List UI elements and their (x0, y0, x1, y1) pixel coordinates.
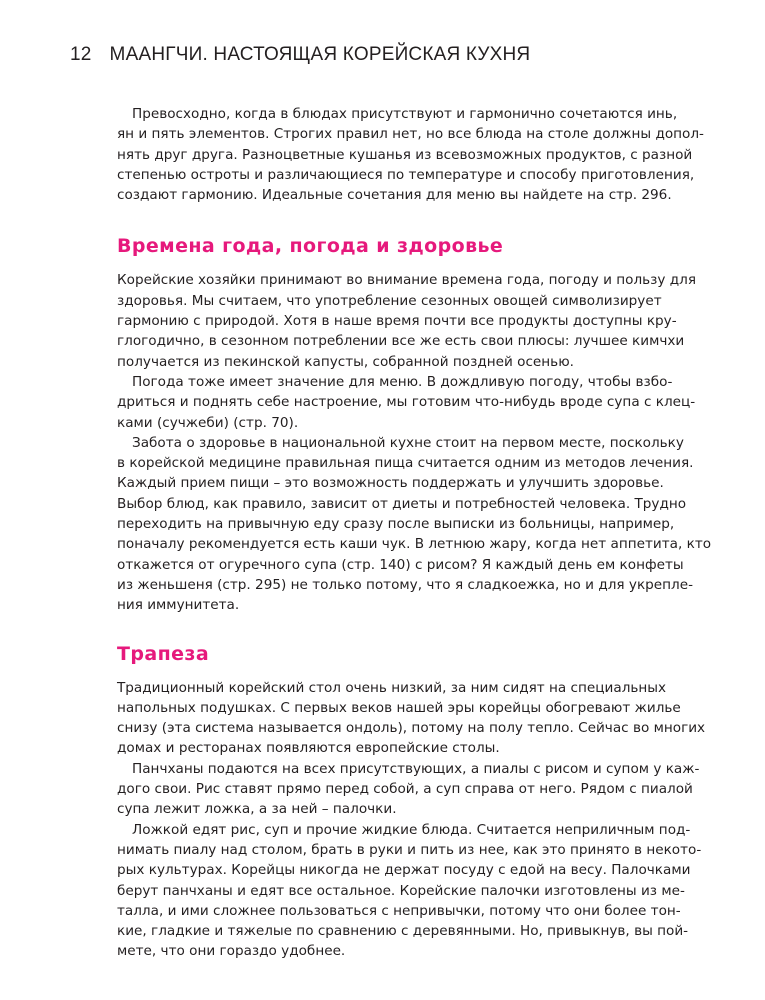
text-line: рых культурах. Корейцы никогда не держат посуду с едой на весу. Палочками (117, 862, 691, 879)
text-line: создают гармонию. Идеальные сочетания для меню вы найдете на стр. 296. (117, 187, 672, 204)
text-line: снизу (эта система называется ондоль), потому на полу тепло. Сейчас во многих (117, 720, 706, 737)
page-body (117, 104, 712, 962)
text-line: степенью остроты и различающиеся по температуре и способу приготовления, (117, 166, 695, 183)
text-line: дриться и поднять себе настроение, мы готовим что-нибудь вроде супа с клец- (117, 394, 696, 411)
text-line: нимать пиалу над столом, брать в руки и пить из нее, как это принято в некото- (117, 841, 702, 858)
text-line: Корейские хозяйки принимают во внимание времена года, погоду и пользу для (117, 272, 697, 289)
section-body-meal (117, 678, 706, 962)
text-line: глогодично, в сезонном потреблении все же есть свои плюсы: лучшее кимчхи (117, 333, 685, 350)
text-line: Выбор блюд, как правило, зависит от диеты и потребностей человека. Трудно (117, 495, 687, 512)
page-number: 12 (70, 44, 92, 65)
text-line: кие, гладкие и тяжелые по сравнению с деревянными. Но, привыкнув, вы пой- (117, 923, 689, 940)
text-line: ния иммунитета. (117, 597, 240, 614)
text-line: домах и ресторанах появляются европейские столы. (117, 740, 500, 757)
text-line: Ложкой едят рис, суп и прочие жидкие блюда. Считается неприличным под- (132, 821, 691, 838)
section-heading-meal: Трапеза (117, 642, 210, 665)
text-line: Превосходно, когда в блюдах присутствуют и гармонично сочетаются инь, (132, 106, 678, 122)
text-line: Панчханы подаются на всех присутствующих, а пиалы с рисом и супом у каж- (132, 760, 700, 777)
text-line: Погода тоже имеет значение для меню. В дождливую погоду, чтобы взбо- (132, 373, 673, 390)
running-header (70, 44, 530, 66)
text-line: в корейской медицине правильная пища считается одним из методов лечения. (117, 455, 694, 472)
section-body-seasons (117, 270, 712, 615)
intro-paragraph (117, 104, 704, 205)
section-heading-seasons: Времена года, погода и здоровье (117, 235, 504, 258)
text-line: откажется от огуречного супа (стр. 140) с рисом? Я каждый день ем конфеты (117, 556, 684, 573)
text-line: здоровья. Мы считаем, что употребление сезонных овощей символизирует (117, 292, 662, 309)
text-line: ками (сучжеби) (стр. 70). (117, 414, 299, 431)
text-line: дого свои. Рис ставят прямо перед собой, а суп справа от него. Рядом с пиалой (117, 781, 693, 798)
text-line: Забота о здоровье в национальной кухне стоит на первом месте, поскольку (132, 434, 684, 451)
running-title: МААНГЧИ. НАСТОЯЩАЯ КОРЕЙСКАЯ КУХНЯ (109, 44, 531, 65)
text-line: супа лежит ложка, а за ней – палочки. (117, 801, 397, 818)
text-line: гармонию с природой. Хотя в наше время почти все продукты доступны кру- (117, 313, 677, 330)
text-line: напольных подушках. С первых веков нашей эры корейцы обогревают жилье (117, 699, 681, 716)
text-line: получается из пекинской капусты, собранной поздней осенью. (117, 353, 574, 370)
text-line: берут панчханы и едят все остальное. Корейские палочки изготовлены из ме- (117, 882, 685, 899)
text-line: Каждый прием пищи – это возможность поддержать и улучшить здоровье. (117, 475, 664, 492)
text-line: переходить на привычную еду сразу после выписки из больницы, например, (117, 516, 675, 533)
text-line: нять друг друга. Разноцветные кушанья из всевозможных продуктов, с разной (117, 146, 693, 163)
text-line: мете, что они гораздо удобнее. (117, 943, 346, 960)
text-line: Традиционный корейский стол очень низкий, за ним сидят на специальных (117, 679, 667, 696)
text-line: из женьшеня (стр. 295) не только потому, что я сладкоежка, но и для укрепле- (117, 576, 694, 593)
text-line: ян и пять элементов. Строгих правил нет, но все блюда на столе должны допол- (117, 126, 704, 143)
text-line: поначалу рекомендуется есть каши чук. В летнюю жару, когда нет аппетита, кто (117, 536, 712, 553)
text-line: талла, и ими сложнее пользоваться с непривычки, потому что они более тон- (117, 902, 681, 919)
